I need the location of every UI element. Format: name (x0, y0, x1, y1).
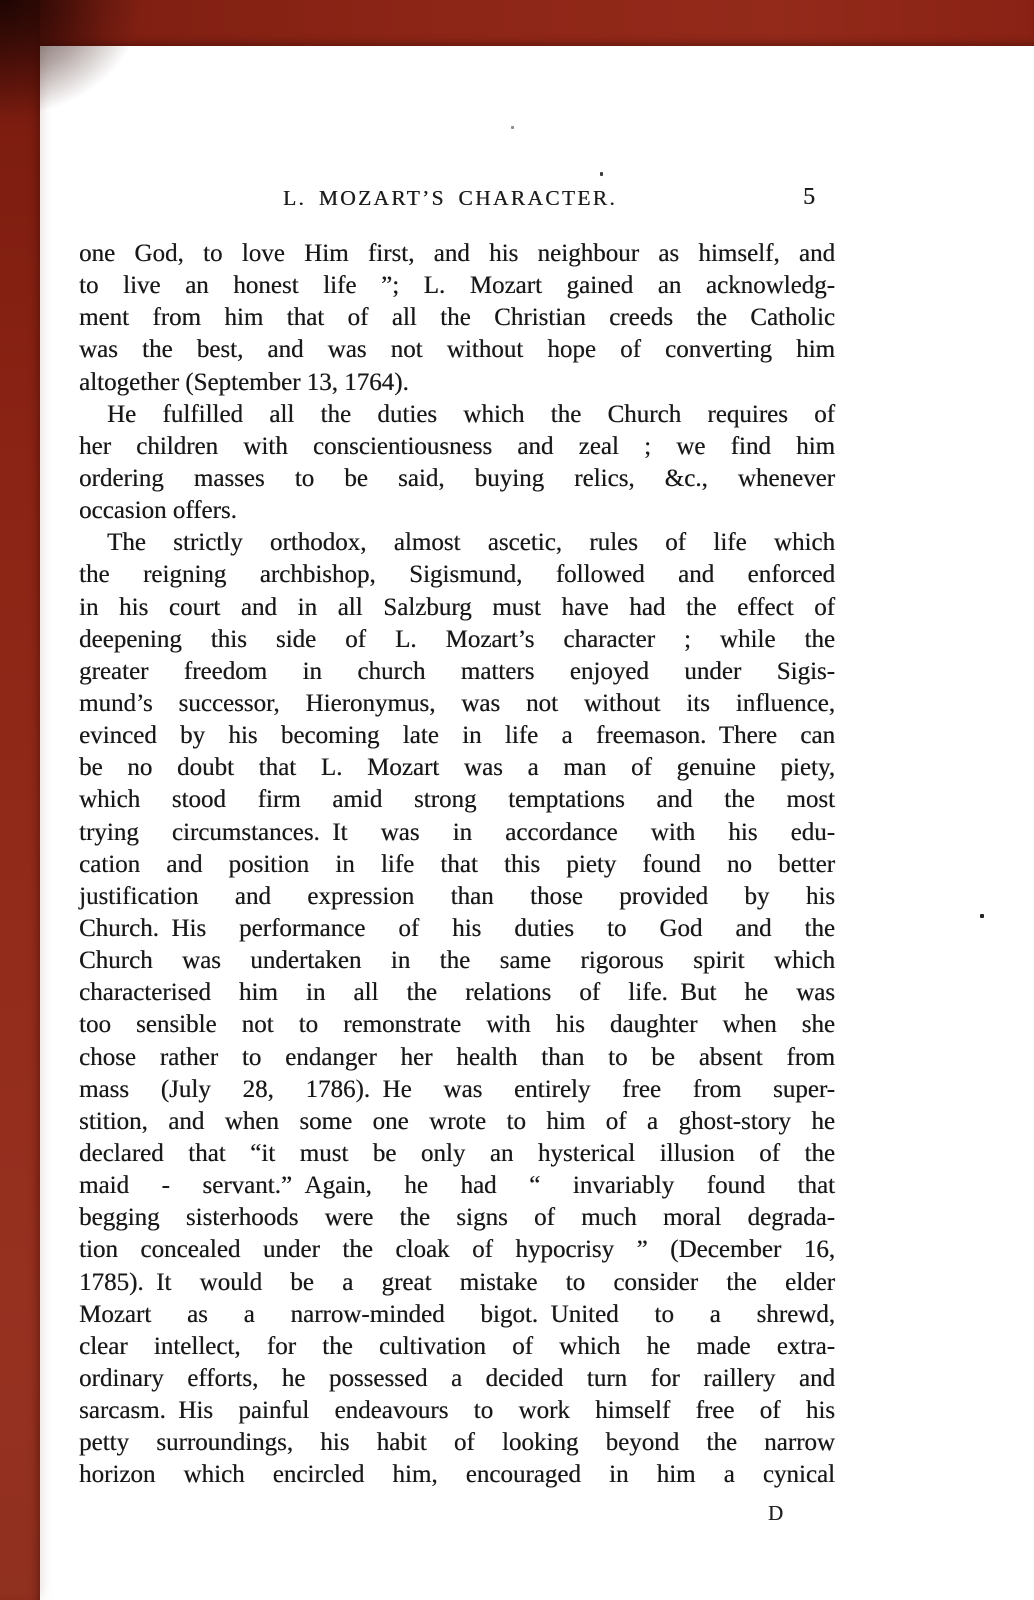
book-binding-left-edge (0, 0, 40, 1600)
text-line: altogether (September 13, 1764). (79, 368, 409, 396)
text-line: petty surroundings, his habit of looking beyond the narrow (79, 1429, 835, 1457)
text-line: too sensible not to remonstrate with his daughter when she (79, 1011, 835, 1039)
text-line: mund’s successor, Hieronymus, was not without its influence, (79, 689, 835, 717)
text-line: one God, to love Him first, and his neighbour as himself, and (79, 240, 835, 267)
text-line: ordering masses to be said, buying relics, &c., whenever (79, 464, 835, 492)
text-line: tion concealed under the cloak of hypocrisy ” (December 16, (79, 1236, 835, 1264)
text-line: horizon which encircled him, encouraged in him a cynical (79, 1461, 835, 1489)
text-line: stition, and when some one wrote to him of a ghost-story he (79, 1107, 835, 1135)
scan-speck (511, 126, 514, 129)
body-text (79, 238, 835, 1491)
text-line: cation and position in life that this piety found no better (79, 850, 835, 878)
text-line: deepening this side of L. Mozart’s character ; while the (79, 625, 835, 653)
text-line: declared that “it must be only an hysterical illusion of the (79, 1139, 835, 1167)
text-line: chose rather to endanger her health than to be absent from (79, 1043, 835, 1071)
text-line: clear intellect, for the cultivation of which he made extra- (79, 1332, 835, 1360)
running-header-title: L. MOZART’S CHARACTER. (282, 186, 618, 210)
text-line: was the best, and was not without hope of converting him (79, 336, 835, 364)
scan-speck (980, 914, 984, 918)
text-line: ment from him that of all the Christian creeds the Catholic (79, 304, 835, 332)
text-line: be no doubt that L. Mozart was a man of genuine piety, (79, 754, 835, 782)
text-line: evinced by his becoming late in life a freemason. There can (79, 722, 835, 750)
text-line: the reigning archbishop, Sigismund, followed and enforced (79, 561, 835, 589)
text-line: ordinary efforts, he possessed a decided turn for raillery and (79, 1364, 835, 1392)
text-line: sarcasm. His painful endeavours to work himself free of his (79, 1397, 835, 1425)
text-line: trying circumstances. It was in accordance with his edu- (79, 818, 835, 846)
text-line: The strictly orthodox, almost ascetic, rules of life which (107, 529, 835, 557)
text-line: maid - servant.” Again, he had “ invariably found that (79, 1172, 835, 1200)
text-line: Church was undertaken in the same rigorous spirit which (79, 947, 835, 975)
text-line: mass (July 28, 1786). He was entirely free from super- (79, 1075, 835, 1103)
text-line: 1785). It would be a great mistake to consider the elder (79, 1268, 835, 1296)
signature-mark: D (768, 1501, 784, 1525)
text-line: greater freedom in church matters enjoyed under Sigis- (79, 657, 835, 685)
text-line: Mozart as a narrow-minded bigot. United to a shrewd, (79, 1300, 835, 1328)
book-binding-top-edge (0, 0, 1034, 46)
text-line: which stood firm amid strong temptations and the most (79, 786, 835, 814)
text-line: begging sisterhoods were the signs of much moral degrada- (79, 1204, 835, 1232)
text-line: Church. His performance of his duties to God and the (79, 914, 835, 942)
page-number: 5 (803, 184, 815, 210)
running-header (79, 186, 835, 222)
text-line: in his court and in all Salzburg must have had the effect of (79, 593, 835, 621)
text-line: characterised him in all the relations of life. But he was (79, 979, 835, 1007)
text-line: justification and expression than those provided by his (79, 882, 835, 910)
text-line: occasion offers. (79, 497, 237, 525)
text-line: her children with conscientiousness and zeal ; we find him (79, 432, 835, 460)
text-line: He fulfilled all the duties which the Church requires of (107, 400, 835, 428)
text-line: to live an honest life ”; L. Mozart gained an acknowledg- (79, 272, 835, 300)
scan-speck (600, 172, 603, 176)
